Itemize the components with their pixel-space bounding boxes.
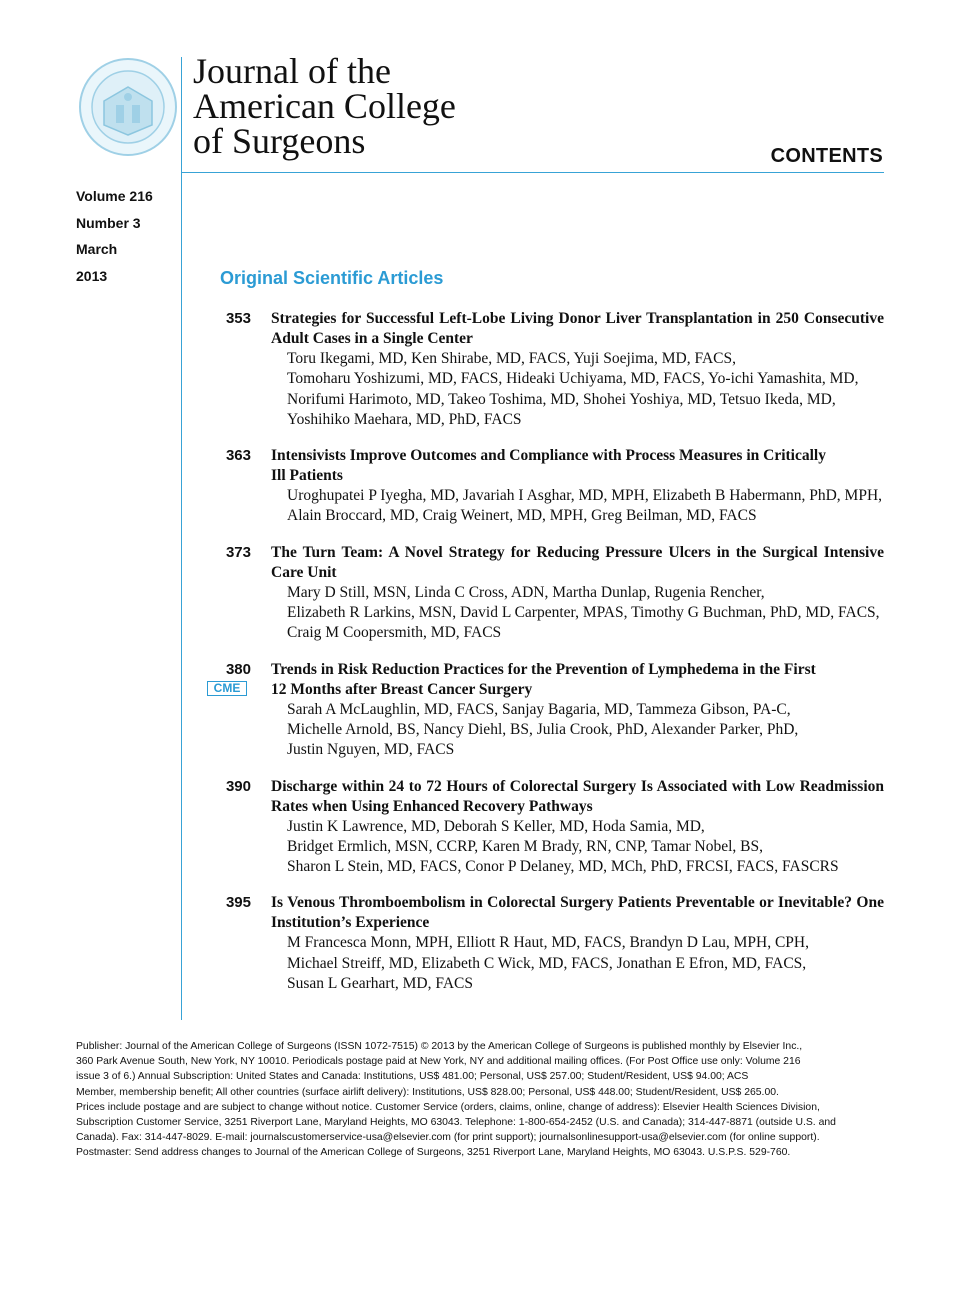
footer-line: Prices include postage and are subject to change without notice. Customer Service (orders, claims, online, change of address): Elsevier Health Sciences Division, bbox=[76, 1101, 820, 1113]
author-line: Uroghupatei P Iyegha, MD, Javariah I Asghar, MD, MPH, Elizabeth B Habermann, PhD, MPH, bbox=[287, 487, 883, 505]
author-line: Yoshihiko Maehara, MD, PhD, FACS bbox=[287, 410, 522, 428]
author-line: Michael Streiff, MD, Elizabeth C Wick, MD, FACS, Jonathan E Efron, MD, FACS, bbox=[287, 954, 807, 972]
issue-volume: Volume 216 bbox=[76, 188, 153, 204]
issue-month: March bbox=[76, 241, 118, 258]
article-page-number: 353 bbox=[225, 310, 251, 327]
article-title[interactable]: Trends in Risk Reduction Practices for the Prevention of Lymphedema in the First 12 Months after Breast Cancer Surgery bbox=[271, 660, 816, 698]
article-authors bbox=[287, 700, 884, 761]
footer-line: Subscription Customer Service, 3251 Riverport Lane, Maryland Heights, MO 63043. Telephone: 1-800-654-2452 (U.S. and Canada); 314-447-8871 (outside U.S. and bbox=[76, 1117, 836, 1129]
footer-line: issue 3 of 6.) Annual Subscription: United States and Canada: Institutions, US$ 481.00; Personal, US$ 257.00; Student/Resident, US$ 94.00; ACS bbox=[76, 1071, 749, 1083]
acs-seal-logo bbox=[78, 57, 178, 157]
author-line: Alain Broccard, MD, Craig Weinert, MD, MPH, Greg Beilman, MD, FACS bbox=[287, 507, 757, 525]
vertical-divider bbox=[181, 57, 182, 1020]
article-entry[interactable] bbox=[200, 309, 884, 430]
contents-label: CONTENTS bbox=[770, 145, 883, 167]
issue-year: 2013 bbox=[76, 267, 108, 284]
footer-line: Publisher: Journal of the American College of Surgeons (ISSN 1072-7515) © 2013 by the American College of Surgeons is published monthly by Elsevier Inc., bbox=[76, 1041, 803, 1052]
author-line: Tomoharu Yoshizumi, MD, FACS, Hideaki Uchiyama, MD, FACS, Yo-ichi Yamashita, MD, bbox=[287, 370, 859, 388]
article-entry[interactable] bbox=[200, 777, 884, 878]
article-title[interactable]: Strategies for Successful Left-Lobe Living Donor Liver Transplantation in 250 Consecutive Adult Cases in a Single Center bbox=[271, 310, 884, 347]
author-line: Sharon L Stein, MD, FACS, Conor P Delaney, MD, MCh, PhD, FRCSI, FACS, FASCRS bbox=[287, 858, 839, 876]
author-line: Craig M Coopersmith, MD, FACS bbox=[287, 624, 502, 642]
author-line: Norifumi Harimoto, MD, Takeo Toshima, MD, Shohei Yoshiya, MD, Tetsuo Ikeda, MD, bbox=[287, 390, 836, 408]
article-title[interactable]: Intensivists Improve Outcomes and Compliance with Process Measures in Critically Ill Patients bbox=[271, 447, 826, 485]
footer-line: Postmaster: Send address changes to Journal of the American College of Surgeons, 3251 Riverport Lane, Maryland Heights, MO 63043. U.S.P.S. 529-760. bbox=[76, 1147, 791, 1159]
footer-line: Canada). Fax: 314-447-8029. E-mail: journalscustomerservice-usa@elsevier.com (for print support); journalsonlinesupport-usa@elsevier.com (for online support). bbox=[76, 1132, 820, 1144]
article-authors bbox=[287, 349, 884, 430]
issue-number: Number 3 bbox=[76, 214, 141, 231]
author-line: Susan L Gearhart, MD, FACS bbox=[287, 975, 473, 993]
journal-title bbox=[193, 51, 456, 161]
footer-line: Member, membership benefit; All other countries (surface airlift delivery): Institutions, US$ 828.00; Personal, US$ 448.00; Student/Resident, US$ 265.00. bbox=[76, 1086, 779, 1098]
author-line: Michelle Arnold, BS, Nancy Diehl, BS, Julia Crook, PhD, Alexander Parker, PhD, bbox=[287, 720, 799, 738]
journal-title-line-3: of Surgeons bbox=[193, 121, 366, 161]
journal-title-line-2: American College bbox=[193, 86, 456, 126]
article-authors bbox=[287, 583, 884, 644]
article-title[interactable]: The Turn Team: A Novel Strategy for Reducing Pressure Ulcers in the Surgical Intensive Care Unit bbox=[271, 543, 884, 581]
article-list bbox=[200, 309, 884, 1010]
article-page-number: 373 bbox=[225, 543, 251, 561]
cme-badge[interactable]: CME bbox=[207, 681, 247, 696]
author-line: Toru Ikegami, MD, Ken Shirabe, MD, FACS, Yuji Soejima, MD, FACS, bbox=[287, 350, 736, 367]
article-authors bbox=[287, 817, 884, 878]
article-page-number: 390 bbox=[225, 777, 251, 795]
article-title[interactable]: Discharge within 24 to 72 Hours of Colorectal Surgery Is Associated with Low Readmission Rates when Using Enhanced Recovery Pathways bbox=[271, 777, 884, 815]
author-line: Elizabeth R Larkins, MSN, David L Carpenter, MPAS, Timothy G Buchman, PhD, MD, FACS, bbox=[287, 604, 880, 622]
author-line: Mary D Still, MSN, Linda C Cross, ADN, Martha Dunlap, Rugenia Rencher, bbox=[287, 583, 765, 601]
article-authors bbox=[287, 486, 884, 527]
article-page-number: 363 bbox=[225, 447, 251, 465]
author-line: Justin Nguyen, MD, FACS bbox=[287, 741, 455, 759]
contents-rule bbox=[181, 172, 884, 173]
article-entry[interactable] bbox=[200, 893, 884, 994]
article-entry[interactable] bbox=[200, 660, 884, 761]
publisher-footer bbox=[76, 1039, 883, 1161]
section-heading: Original Scientific Articles bbox=[220, 268, 444, 288]
author-line: Sarah A McLaughlin, MD, FACS, Sanjay Bagaria, MD, Tammeza Gibson, PA-C, bbox=[287, 700, 791, 718]
author-line: M Francesca Monn, MPH, Elliott R Haut, MD, FACS, Brandyn D Lau, MPH, CPH, bbox=[287, 934, 809, 952]
article-authors bbox=[287, 933, 884, 994]
article-page-number: 395 bbox=[225, 894, 251, 912]
article-title[interactable]: Is Venous Thromboembolism in Colorectal Surgery Patients Preventable or Inevitable? One Institution’s Experience bbox=[271, 894, 884, 932]
article-entry[interactable] bbox=[200, 446, 884, 527]
article-page-number: 380 bbox=[225, 660, 251, 678]
footer-line: 360 Park Avenue South, New York, NY 10010. Periodicals postage paid at New York, NY and additional mailing offices. (For Post Office use only: Volume 216 bbox=[76, 1056, 801, 1068]
author-line: Justin K Lawrence, MD, Deborah S Keller, MD, Hoda Samia, MD, bbox=[287, 817, 705, 835]
issue-info bbox=[76, 187, 153, 293]
journal-title-line-1: Journal of the bbox=[193, 51, 391, 91]
author-line: Bridget Ermlich, MSN, CCRP, Karen M Brady, RN, CNP, Tamar Nobel, BS, bbox=[287, 837, 763, 855]
article-entry[interactable] bbox=[200, 543, 884, 644]
